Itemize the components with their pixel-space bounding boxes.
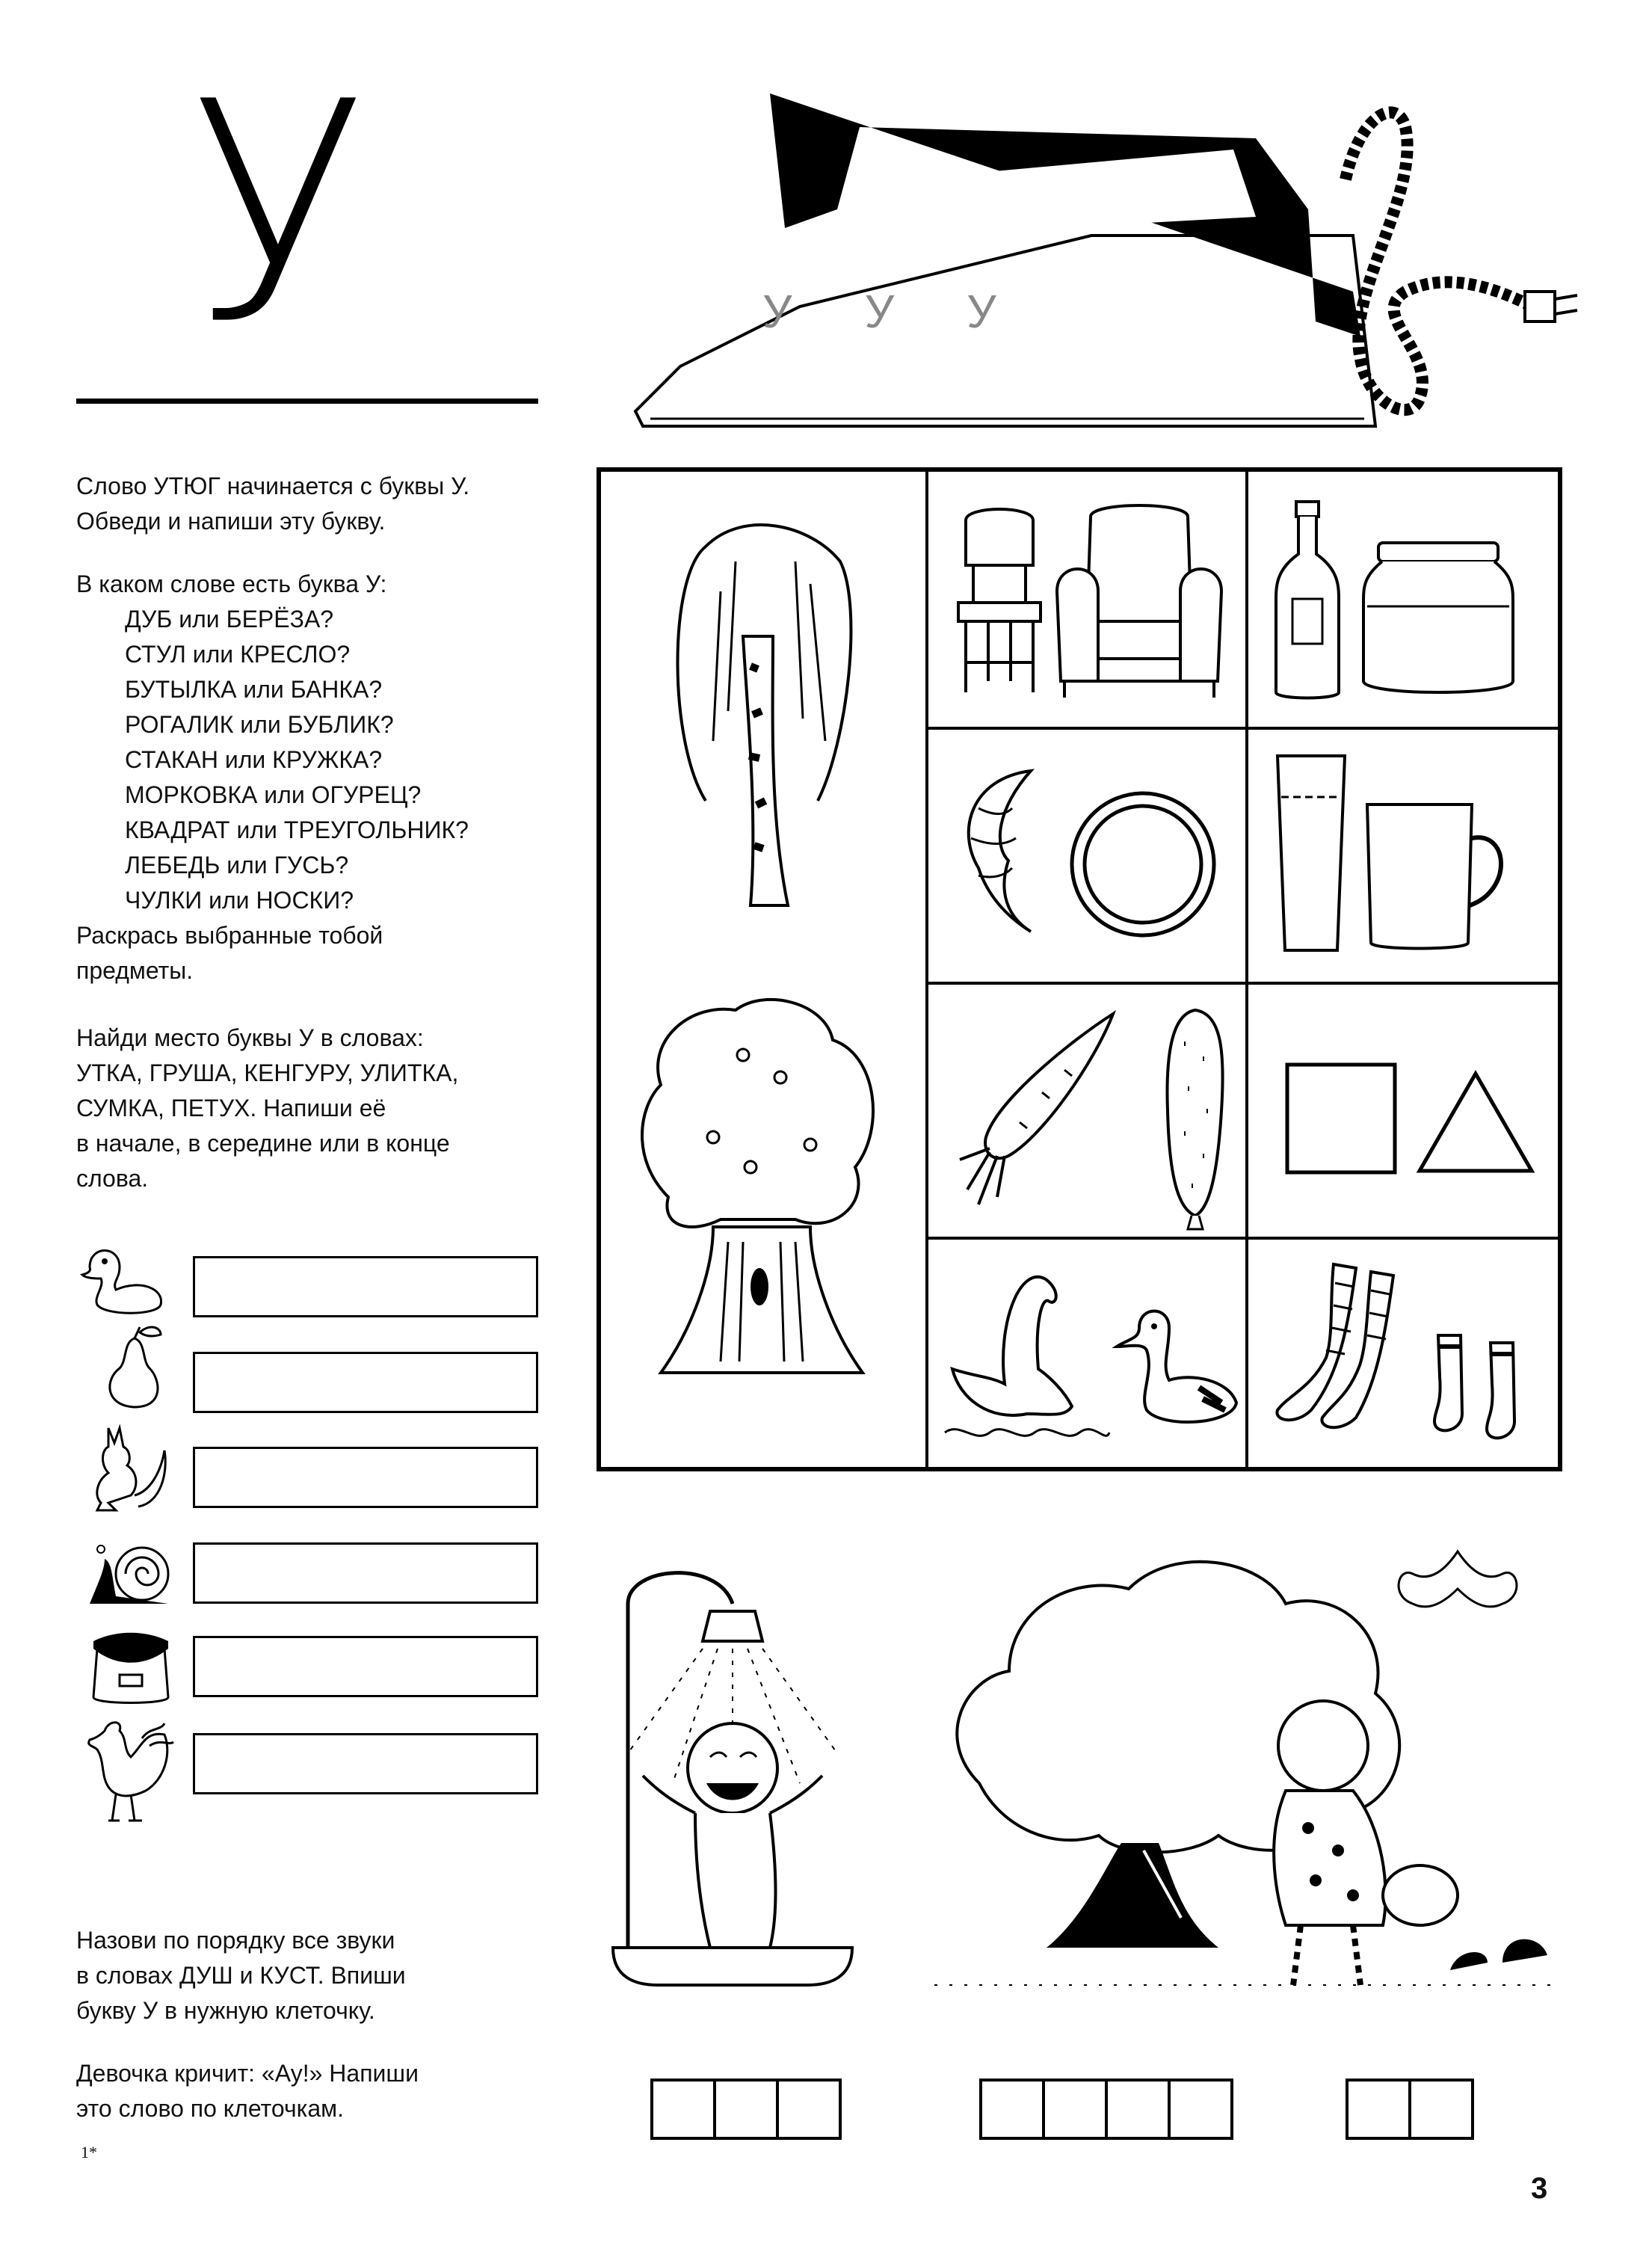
answer-box-rooster[interactable]: [193, 1733, 538, 1794]
question-pair: МОРКОВКА или ОГУРЕЦ?: [125, 781, 422, 808]
question-pair: СТУЛ или КРЕСЛО?: [125, 641, 351, 668]
letter-cell[interactable]: [1408, 2079, 1474, 2140]
pear-icon: [93, 1323, 183, 1413]
letter-cell[interactable]: [650, 2079, 716, 2140]
bag-icon: [86, 1626, 176, 1708]
girl-line: Девочка кричит: «Ау!» Напиши: [76, 2060, 419, 2087]
jar-icon: [1363, 543, 1513, 700]
girl-line: это слово по клеточкам.: [76, 2095, 344, 2122]
kangaroo-icon: [86, 1421, 176, 1518]
answer-box-duck[interactable]: [193, 1256, 538, 1317]
intro-text: [76, 469, 469, 539]
question-pair: СТАКАН или КРУЖКА?: [125, 746, 383, 773]
intro-line: Слово УТЮГ начинается с буквы У.: [76, 473, 470, 499]
intro-line: Обведи и напиши эту букву.: [76, 508, 386, 535]
iron-illustration: [613, 67, 1600, 449]
iron-letter-1: У: [762, 286, 822, 338]
question-pair: КВАДРАТ или ТРЕУГОЛЬНИК?: [125, 816, 469, 843]
color-task-line: Раскрась выбранные тобой: [76, 922, 383, 949]
mug-icon: [1363, 801, 1513, 950]
question-pair: ЛЕБЕДЬ или ГУСЬ?: [125, 852, 349, 879]
position-line: СУМКА, ПЕТУХ. Напиши её: [76, 1095, 386, 1122]
girl-task-text: [76, 2056, 419, 2126]
question-title: В каком слове есть буква У:: [76, 570, 387, 597]
answer-box-kangaroo[interactable]: [193, 1447, 538, 1508]
question-pair: ДУБ или БЕРЁЗА?: [125, 606, 334, 633]
iron-letter-3: У: [967, 286, 1026, 338]
title-letter: У: [187, 39, 369, 387]
sounds-line: букву У в нужную клеточку.: [76, 1997, 375, 2024]
glass-icon: [1274, 752, 1349, 954]
cucumber-icon: [1162, 1006, 1229, 1231]
letter-cell[interactable]: [1042, 2079, 1108, 2140]
rooster-icon: [75, 1716, 179, 1828]
oak-tree-icon: [631, 988, 885, 1376]
ay-letter-cells: [1346, 2079, 1474, 2140]
position-line: слова.: [76, 1165, 149, 1192]
letter-cell[interactable]: [1346, 2079, 1411, 2140]
swan-icon: [945, 1264, 1109, 1444]
iron-letter-2: У: [864, 286, 925, 338]
goose-icon: [1109, 1305, 1244, 1440]
position-line: УТКА, ГРУША, КЕНГУРУ, УЛИТКА,: [76, 1059, 459, 1086]
answer-box-snail[interactable]: [193, 1542, 538, 1604]
color-task-line: предметы.: [76, 957, 194, 984]
picture-grid: [597, 467, 1562, 1471]
question-pair: БУТЫЛКА или БАНКА?: [125, 676, 383, 703]
sounds-line: в словах ДУШ и КУСТ. Впиши: [76, 1962, 406, 1989]
position-task-text: [76, 1021, 458, 1196]
page-number: 3: [1531, 2172, 1548, 2205]
sounds-line: Назови по порядку все звуки: [76, 1927, 395, 1954]
letter-cell[interactable]: [1168, 2079, 1233, 2140]
duck-icon: [75, 1237, 172, 1320]
question-pair: РОГАЛИК или БУБЛИК?: [125, 711, 394, 738]
sounds-task-text: [76, 1923, 406, 2028]
shower-illustration: [583, 1559, 897, 2000]
chair-icon: [951, 505, 1048, 700]
grid-cell-trees: [601, 472, 928, 1467]
bottle-icon: [1270, 502, 1345, 704]
position-line: в начале, в середине или в конце: [76, 1130, 450, 1157]
title-underline: [76, 399, 538, 404]
question-block: [76, 567, 469, 988]
armchair-icon: [1053, 502, 1225, 704]
answer-box-bag[interactable]: [193, 1636, 538, 1697]
bush-letter-cells: [979, 2079, 1233, 2140]
iron-letters: [762, 286, 1026, 339]
bagel-icon: [1068, 790, 1218, 939]
square-icon: [1285, 1062, 1397, 1175]
letter-cell[interactable]: [713, 2079, 779, 2140]
birch-tree-icon: [661, 517, 863, 905]
signature-mark: 1*: [81, 2143, 97, 2162]
triangle-icon: [1416, 1070, 1535, 1175]
position-line: Найди место буквы У в словах:: [76, 1024, 424, 1051]
letter-cell[interactable]: [1105, 2079, 1171, 2140]
snail-icon: [82, 1540, 179, 1615]
letter-cell[interactable]: [979, 2079, 1045, 2140]
answer-box-pear[interactable]: [193, 1352, 538, 1413]
letter-cell[interactable]: [776, 2079, 842, 2140]
question-pair: ЧУЛКИ или НОСКИ?: [125, 887, 354, 914]
carrot-icon: [952, 1010, 1117, 1212]
shower-letter-cells: [650, 2079, 842, 2140]
stockings-icon: [1266, 1261, 1416, 1440]
socks-icon: [1431, 1332, 1535, 1444]
croissant-icon: [949, 763, 1046, 943]
bush-girl-illustration: [934, 1544, 1555, 2000]
